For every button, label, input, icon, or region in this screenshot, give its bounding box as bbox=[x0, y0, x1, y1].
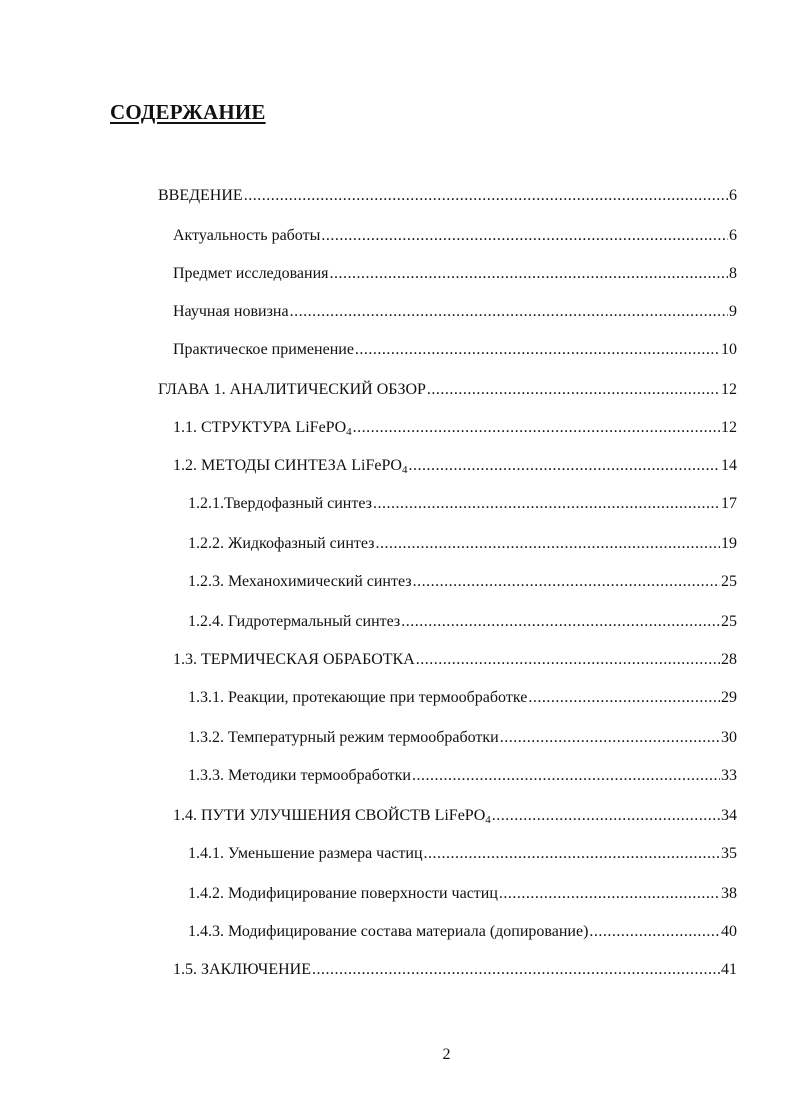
toc-entry-1-2-2[interactable] bbox=[188, 534, 737, 554]
toc-entry-1-4[interactable] bbox=[173, 806, 737, 826]
toc-entry-label: Практическое применение bbox=[173, 341, 354, 358]
toc-entry-label: 1.4.1. Уменьшение размера частиц bbox=[188, 845, 423, 862]
toc-leader-dots bbox=[492, 806, 720, 826]
toc-leader-dots bbox=[427, 380, 720, 400]
toc-entry-label: 1.2.3. Механохимический синтез bbox=[188, 573, 412, 590]
toc-entry-page: 25 bbox=[721, 613, 737, 630]
toc-entry-label: 1.3.1. Реакции, протекающие при термообработке bbox=[188, 689, 528, 706]
toc-entry-novelty[interactable] bbox=[173, 302, 737, 322]
toc-leader-dots bbox=[312, 960, 720, 980]
toc-entry-label: Предмет исследования bbox=[173, 265, 329, 282]
toc-entry-page: 6 bbox=[729, 227, 737, 244]
toc-entry-label: 1.4.2. Модифицирование поверхности частиц bbox=[188, 885, 498, 902]
toc-entry-1-1[interactable] bbox=[173, 418, 737, 438]
toc-entry-1-5[interactable] bbox=[173, 960, 737, 980]
toc-entry-label: ГЛАВА 1. АНАЛИТИЧЕСКИЙ ОБЗОР bbox=[158, 381, 426, 398]
toc-entry-page: 14 bbox=[721, 457, 737, 474]
toc-entry-1-3-1[interactable] bbox=[188, 688, 737, 708]
toc-leader-dots bbox=[589, 922, 720, 942]
toc-leader-dots bbox=[499, 884, 720, 904]
toc-entry-1-2-4[interactable] bbox=[188, 612, 737, 632]
toc-entry-page: 35 bbox=[721, 845, 737, 862]
toc-entry-label: 1.2.4. Гидротермальный синтез bbox=[188, 613, 401, 630]
toc-entry-1-2[interactable] bbox=[173, 456, 737, 476]
toc-entry-page: 9 bbox=[729, 303, 737, 320]
toc-entry-page: 40 bbox=[721, 923, 737, 940]
toc-entry-label: 1.1. СТРУКТУРА LiFePO$_4$ bbox=[173, 419, 352, 438]
toc-entry-page: 6 bbox=[729, 187, 737, 204]
toc-entry-page: 38 bbox=[721, 885, 737, 902]
toc-leader-dots bbox=[373, 494, 720, 514]
toc-entry-label: 1.3. ТЕРМИЧЕСКАЯ ОБРАБОТКА bbox=[173, 651, 415, 668]
toc-entry-chapter-1[interactable] bbox=[158, 380, 737, 400]
toc-entry-label: 1.4. ПУТИ УЛУЧШЕНИЯ СВОЙСТВ LiFePO$_4$ bbox=[173, 807, 491, 826]
toc-leader-dots bbox=[500, 728, 720, 748]
toc-leader-dots bbox=[401, 612, 720, 632]
toc-entry-page: 29 bbox=[721, 689, 737, 706]
toc-leader-dots bbox=[416, 650, 720, 670]
toc-entry-page: 12 bbox=[721, 419, 737, 436]
toc-entry-page: 17 bbox=[721, 495, 737, 512]
toc-entry-label: 1.2.1.Твердофазный синтез bbox=[188, 495, 372, 512]
toc-leader-dots bbox=[290, 302, 728, 322]
toc-leader-dots bbox=[376, 534, 721, 554]
toc-entry-page: 8 bbox=[729, 265, 737, 282]
toc-entry-page: 34 bbox=[721, 807, 737, 824]
toc-entry-label: ВВЕДЕНИЕ bbox=[158, 187, 243, 204]
toc-entry-page: 33 bbox=[721, 767, 737, 784]
toc-entry-label: 1.5. ЗАКЛЮЧЕНИЕ bbox=[173, 961, 311, 978]
toc-entry-1-2-1[interactable] bbox=[188, 494, 737, 514]
toc-leader-dots bbox=[355, 340, 720, 360]
toc-leader-dots bbox=[412, 766, 720, 786]
toc-entry-label: 1.2. МЕТОДЫ СИНТЕЗА LiFePO$_4$ bbox=[173, 457, 408, 476]
toc-entry-label: Научная новизна bbox=[173, 303, 289, 320]
toc-entry-page: 41 bbox=[721, 961, 737, 978]
toc-leader-dots bbox=[424, 844, 720, 864]
toc-entry-relevance[interactable] bbox=[173, 226, 737, 246]
toc-entry-1-3[interactable] bbox=[173, 650, 737, 670]
toc-entry-1-2-3[interactable] bbox=[188, 572, 737, 592]
toc-entry-label: 1.3.3. Методики термообработки bbox=[188, 767, 411, 784]
toc-entry-introduction[interactable] bbox=[158, 186, 737, 206]
toc-leader-dots bbox=[413, 572, 720, 592]
toc-entry-page: 25 bbox=[721, 573, 737, 590]
page-title: СОДЕРЖАНИЕ bbox=[110, 100, 266, 124]
toc-leader-dots bbox=[321, 226, 728, 246]
toc-entry-1-3-2[interactable] bbox=[188, 728, 737, 748]
toc-entry-page: 12 bbox=[721, 381, 737, 398]
toc-entry-page: 10 bbox=[721, 341, 737, 358]
toc-entry-page: 19 bbox=[721, 535, 737, 552]
toc-entry-label: Актуальность работы bbox=[173, 227, 321, 244]
toc-leader-dots bbox=[408, 456, 720, 476]
toc-entry-1-4-2[interactable] bbox=[188, 884, 737, 904]
toc-leader-dots bbox=[353, 418, 720, 438]
toc-entry-application[interactable] bbox=[173, 340, 737, 360]
toc-leader-dots bbox=[330, 264, 728, 284]
toc-entry-1-3-3[interactable] bbox=[188, 766, 737, 786]
toc-entry-label: 1.2.2. Жидкофазный синтез bbox=[188, 535, 375, 552]
toc-entry-page: 30 bbox=[721, 729, 737, 746]
toc-entry-label: 1.4.3. Модифицирование состава материала (допирование) bbox=[188, 923, 589, 940]
toc-leader-dots bbox=[528, 688, 720, 708]
toc-entry-page: 28 bbox=[721, 651, 737, 668]
toc-entry-1-4-1[interactable] bbox=[188, 844, 737, 864]
toc-entry-subject[interactable] bbox=[173, 264, 737, 284]
toc-entry-label: 1.3.2. Температурный режим термообработки bbox=[188, 729, 499, 746]
toc-leader-dots bbox=[244, 186, 728, 206]
page-number: 2 bbox=[442, 1046, 451, 1063]
toc-entry-1-4-3[interactable] bbox=[188, 922, 737, 942]
